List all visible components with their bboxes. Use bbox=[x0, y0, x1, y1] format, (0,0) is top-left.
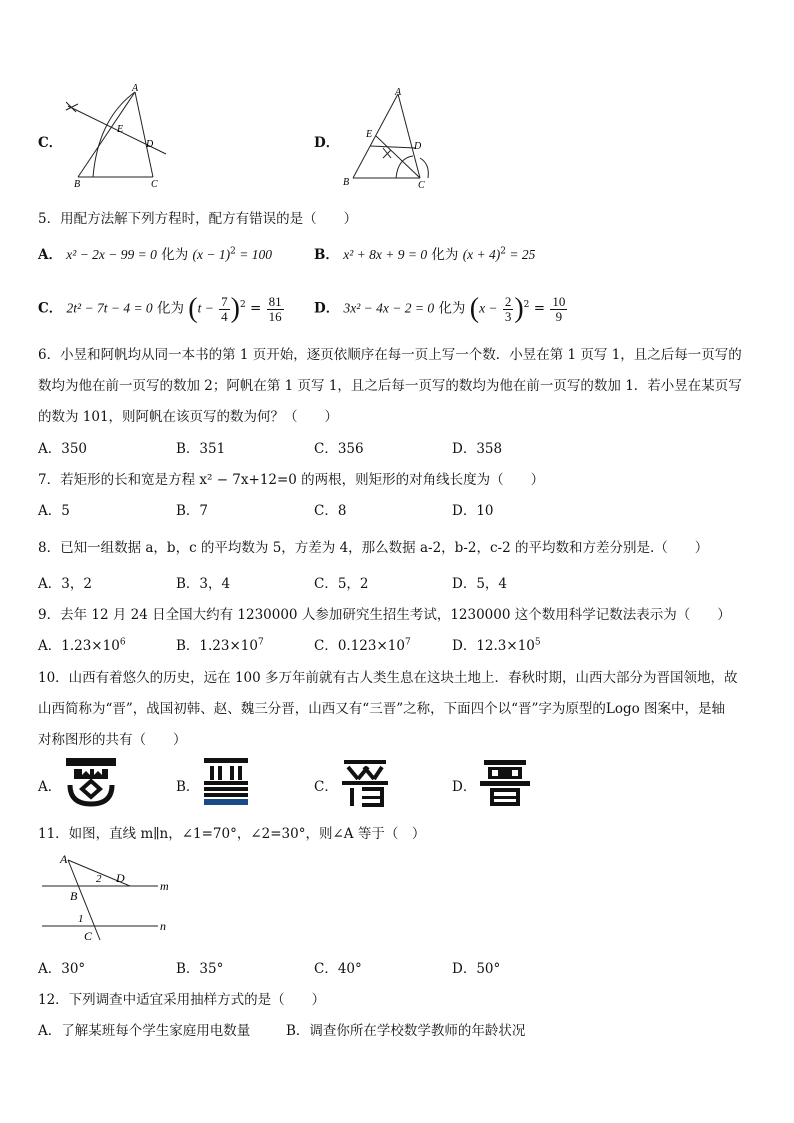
q11-label-n: n bbox=[160, 919, 166, 933]
q9-option-a[interactable]: A．$1.23\times 10^6$ bbox=[38, 637, 126, 654]
q4-figure-d bbox=[338, 86, 438, 192]
q10-logo-b bbox=[200, 755, 252, 807]
q11-stem: 11．如图，直线 m∥n，∠1=70°，∠2=30°，则∠A 等于（ ） bbox=[38, 826, 426, 842]
q8-option-b[interactable]: B．3，4 bbox=[176, 576, 231, 592]
q6-stem-line2: 数均为他在前一页写的数加 2；阿帆在第 1 页写 1，且之后每一页写的数均为他在前一页写的数加 1．若小昱在某页写 bbox=[38, 378, 742, 394]
q9-stem: 9．去年 12 月 24 日全国大约有 1230000 人参加研究生招生考试，1230000 这个数用科学记数法表示为（ ） bbox=[38, 607, 731, 623]
q11-label-m: m bbox=[160, 879, 169, 893]
q11-option-c[interactable]: C．40° bbox=[314, 961, 362, 977]
q8-option-d[interactable]: D．5，4 bbox=[452, 576, 508, 592]
q10-logo-a bbox=[64, 755, 118, 807]
q6-option-d[interactable]: D．358 bbox=[452, 441, 503, 457]
q5-option-a[interactable]: A． x² − 2x − 99 = 0 化为 $(x - 1)^2 = 100$ bbox=[38, 246, 272, 263]
q9-option-d[interactable]: D．$12.3\times 10^5$ bbox=[452, 637, 541, 654]
q5-option-b[interactable]: B． x² + 8x + 9 = 0 化为 $(x + 4)^2 = 25$ bbox=[314, 246, 536, 263]
q11-option-b[interactable]: B．35° bbox=[176, 961, 224, 977]
q7-option-a[interactable]: A．5 bbox=[38, 503, 70, 519]
q6-option-b[interactable]: B．351 bbox=[176, 441, 226, 457]
q4d-point-d: D bbox=[414, 141, 422, 152]
q7-stem: 7．若矩形的长和宽是方程 x² − 7x+12=0 的两根，则矩形的对角线长度为（ ） bbox=[38, 472, 545, 488]
q6-stem-line3: 的数为 101，则阿帆在该页写的数为何？（ ） bbox=[38, 409, 339, 425]
q4d-vertex-a: A bbox=[395, 87, 402, 98]
q4-option-d-label[interactable]: D． bbox=[314, 135, 340, 151]
q11-angle-2: 2 bbox=[96, 873, 102, 885]
q6-option-a[interactable]: A．350 bbox=[38, 441, 88, 457]
q4c-vertex-c: C bbox=[151, 179, 158, 190]
q4d-point-e: E bbox=[366, 129, 373, 140]
q11-label-a: A bbox=[60, 852, 68, 866]
q12-option-a[interactable]: A．了解某班每个学生家庭用电数量 bbox=[38, 1023, 251, 1039]
q11-label-c: C bbox=[84, 929, 93, 943]
q11-figure bbox=[38, 848, 178, 946]
q8-option-a[interactable]: A．3，2 bbox=[38, 576, 92, 592]
q5-stem: 5．用配方法解下列方程时，配方有错误的是（ ） bbox=[38, 211, 358, 227]
q4c-vertex-b: B bbox=[74, 179, 81, 190]
q4d-vertex-c: C bbox=[418, 180, 425, 191]
q4c-vertex-a: A bbox=[132, 84, 139, 94]
q11-option-d[interactable]: D．50° bbox=[452, 961, 501, 977]
q11-label-d: D bbox=[116, 871, 125, 885]
q4c-point-e: E bbox=[117, 124, 124, 135]
q8-stem: 8．已知一组数据 a，b，c 的平均数为 5，方差为 4，那么数据 a-2，b-2，c-2 的平均数和方差分别是.（ ） bbox=[38, 540, 709, 556]
q9-option-c[interactable]: C．$0.123\times 10^7$ bbox=[314, 637, 411, 654]
q7-option-d[interactable]: D．10 bbox=[452, 503, 494, 519]
q12-stem: 12．下列调查中适宜采用抽样方式的是（ ） bbox=[38, 992, 326, 1008]
q10-stem-line1: 10．山西有着悠久的历史，远在 100 多万年前就有古人类生息在这块土地上．春秋时期，山西大部分为晋国领地，故 bbox=[38, 670, 738, 686]
q9-option-b[interactable]: B．$1.23\times 10^7$ bbox=[176, 637, 264, 654]
q10-option-a-label[interactable]: A． bbox=[38, 779, 62, 795]
q4d-vertex-b: B bbox=[343, 177, 350, 188]
q4-option-c-label[interactable]: C． bbox=[38, 135, 63, 151]
q11-angle-1: 1 bbox=[78, 913, 84, 925]
q12-option-b[interactable]: B．调查你所在学校数学教师的年龄状况 bbox=[286, 1023, 526, 1039]
q10-logo-c bbox=[338, 757, 392, 809]
q10-option-d-label[interactable]: D． bbox=[452, 779, 477, 795]
q5-option-c[interactable]: C． 2t² − 7t − 4 = 0 化为 (t − $\frac{7}{4}$ )$^2$ = $\frac{81}{16}$ bbox=[38, 293, 282, 324]
q5-option-d[interactable]: D． 3x² − 4x − 2 = 0 化为 (x − $\frac{2}{3}$ )$^2$ = $\frac{10}{9}$ bbox=[314, 293, 566, 324]
q4-figure-c bbox=[58, 84, 178, 190]
q10-stem-line3: 对称图形的共有（ ） bbox=[38, 732, 187, 748]
q11-label-b: B bbox=[70, 889, 78, 903]
q4c-point-d: D bbox=[146, 139, 154, 150]
q10-logo-d bbox=[478, 757, 532, 809]
q10-option-c-label[interactable]: C． bbox=[314, 779, 338, 795]
q10-option-b-label[interactable]: B． bbox=[176, 779, 200, 795]
q6-stem-line1: 6．小昱和阿帆均从同一本书的第 1 页开始，逐页依顺序在每一页上写一个数．小昱在第 1 页写 1，且之后每一页写的 bbox=[38, 347, 742, 363]
q8-option-c[interactable]: C．5，2 bbox=[314, 576, 369, 592]
q6-option-c[interactable]: C．356 bbox=[314, 441, 364, 457]
q10-stem-line2: 山西简称为“晋”，战国初韩、赵、魏三分晋，山西又有“三晋”之称，下面四个以“晋”字为原型的Logo 图案中，是轴 bbox=[38, 701, 726, 717]
q7-option-c[interactable]: C．8 bbox=[314, 503, 347, 519]
q11-option-a[interactable]: A．30° bbox=[38, 961, 86, 977]
q7-option-b[interactable]: B．7 bbox=[176, 503, 209, 519]
